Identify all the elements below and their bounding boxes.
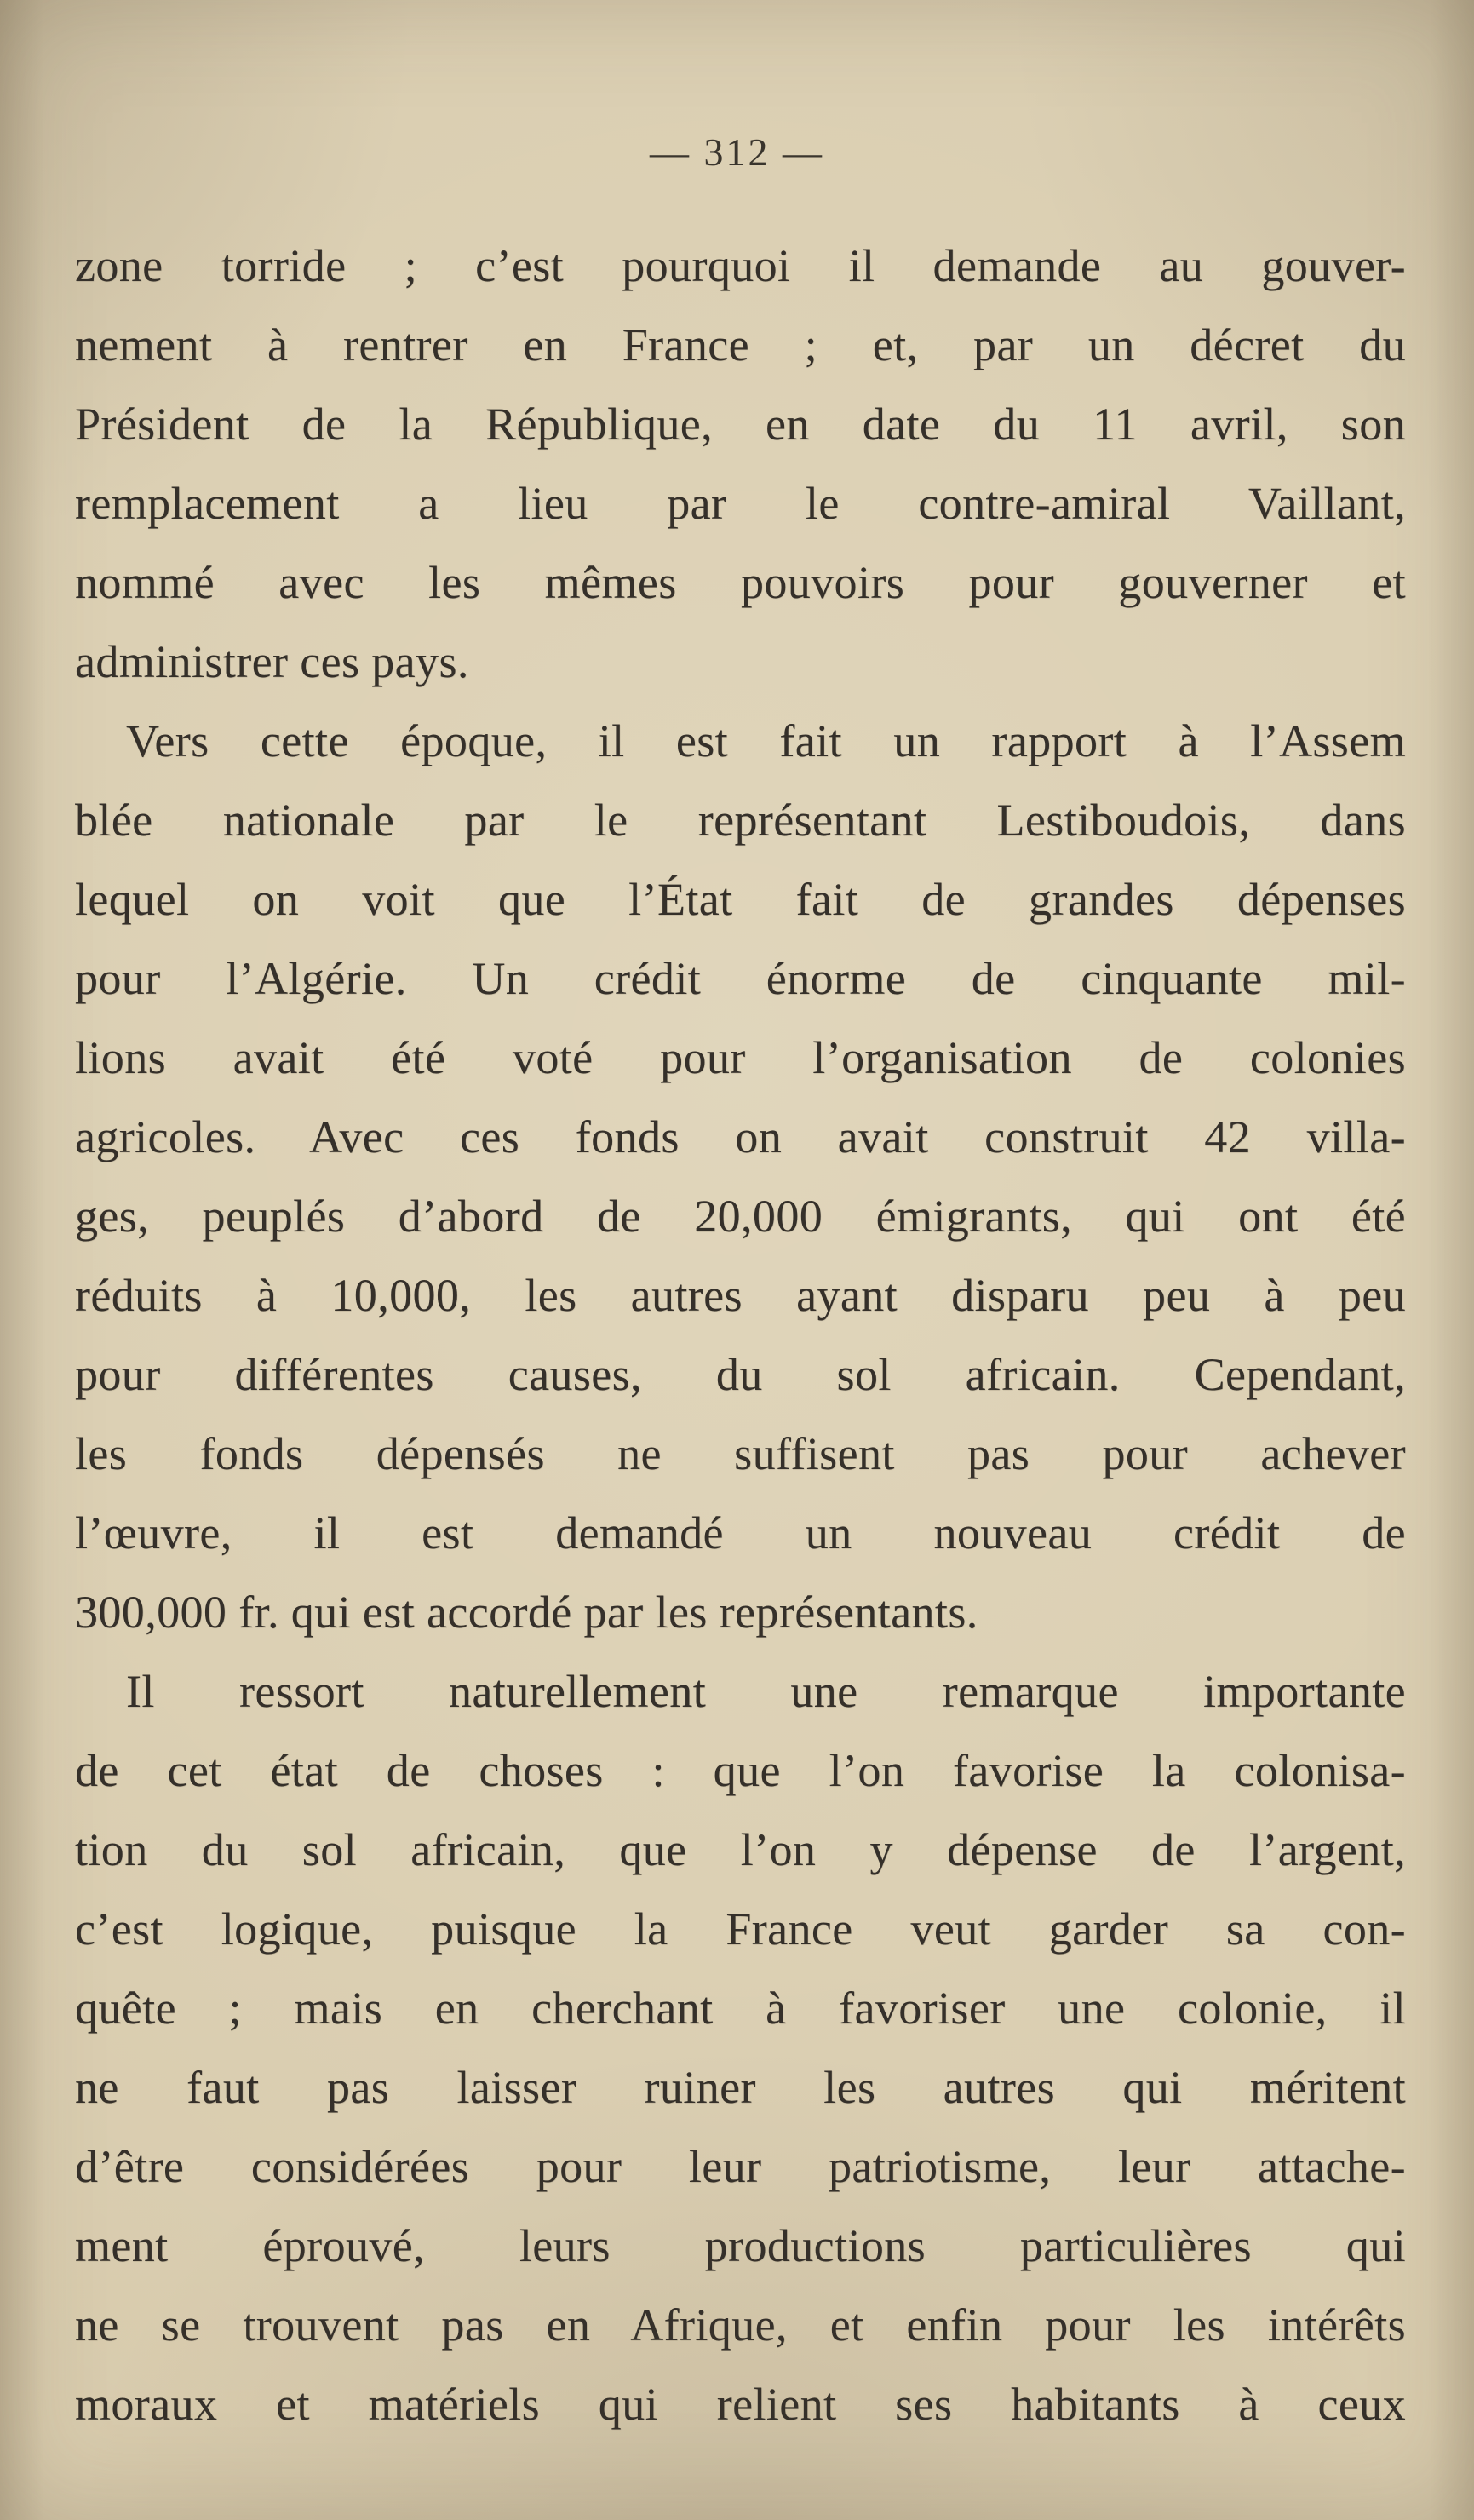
paragraph xyxy=(75,227,1406,702)
text-line: pour différentes causes, du sol africain. Cependant, xyxy=(75,1349,1406,1400)
text-line: remplacement a lieu par le contre-amiral Vaillant, xyxy=(75,478,1406,529)
text-line: c’est logique, puisque la France veut garder sa con- xyxy=(75,1903,1406,1955)
text-line: zone torride ; c’est pourquoi il demande au gouver- xyxy=(75,240,1406,291)
text-line: pour l’Algérie. Un crédit énorme de cinquante mil- xyxy=(75,953,1406,1004)
text-line: administrer ces pays. xyxy=(75,636,469,687)
text-line: lions avait été voté pour l’organisation de colonies xyxy=(75,1032,1406,1083)
text-line: Président de la République, en date du 11 avril, son xyxy=(75,399,1406,450)
text-line: Vers cette époque, il est fait un rapport à l’Assem xyxy=(126,715,1406,766)
text-line: d’être considérées pour leur patriotisme, leur attache- xyxy=(75,2141,1406,2192)
text-line: Il ressort naturellement une remarque importante xyxy=(126,1666,1406,1717)
text-line: de cet état de choses : que l’on favorise la colonisa- xyxy=(75,1745,1406,1796)
text-line: nommé avec les mêmes pouvoirs pour gouverner et xyxy=(75,557,1406,608)
text-line: réduits à 10,000, les autres ayant disparu peu à peu xyxy=(75,1270,1406,1321)
text-line: agricoles. Avec ces fonds on avait construit 42 villa- xyxy=(75,1111,1406,1162)
text-line: tion du sol africain, que l’on y dépense de l’argent, xyxy=(75,1824,1406,1875)
text-line: nement à rentrer en France ; et, par un décret du xyxy=(75,319,1406,370)
text-line: les fonds dépensés ne suffisent pas pour achever xyxy=(75,1428,1406,1479)
text-line: ment éprouvé, leurs productions particulières qui xyxy=(75,2220,1406,2271)
page-body xyxy=(0,196,1474,2444)
page-number: — 312 — xyxy=(650,130,824,174)
text-line: ne faut pas laisser ruiner les autres qui méritent xyxy=(75,2062,1406,2113)
text-line: ges, peuplés d’abord de 20,000 émigrants, qui ont été xyxy=(75,1191,1406,1242)
text-line: 300,000 fr. qui est accordé par les représentants. xyxy=(75,1587,978,1638)
paragraph xyxy=(75,1652,1406,2444)
text-line: quête ; mais en cherchant à favoriser une colonie, il xyxy=(75,1983,1406,2034)
text-line: l’œuvre, il est demandé un nouveau crédit de xyxy=(75,1507,1406,1558)
text-line: blée nationale par le représentant Lestiboudois, dans xyxy=(75,795,1406,846)
text-line: moraux et matériels qui relient ses habitants à ceux xyxy=(75,2379,1406,2430)
paragraph xyxy=(75,702,1406,1652)
text-line: lequel on voit que l’État fait de grandes dépenses xyxy=(75,874,1406,925)
text-line: ne se trouvent pas en Afrique, et enfin pour les intérêts xyxy=(75,2299,1406,2351)
